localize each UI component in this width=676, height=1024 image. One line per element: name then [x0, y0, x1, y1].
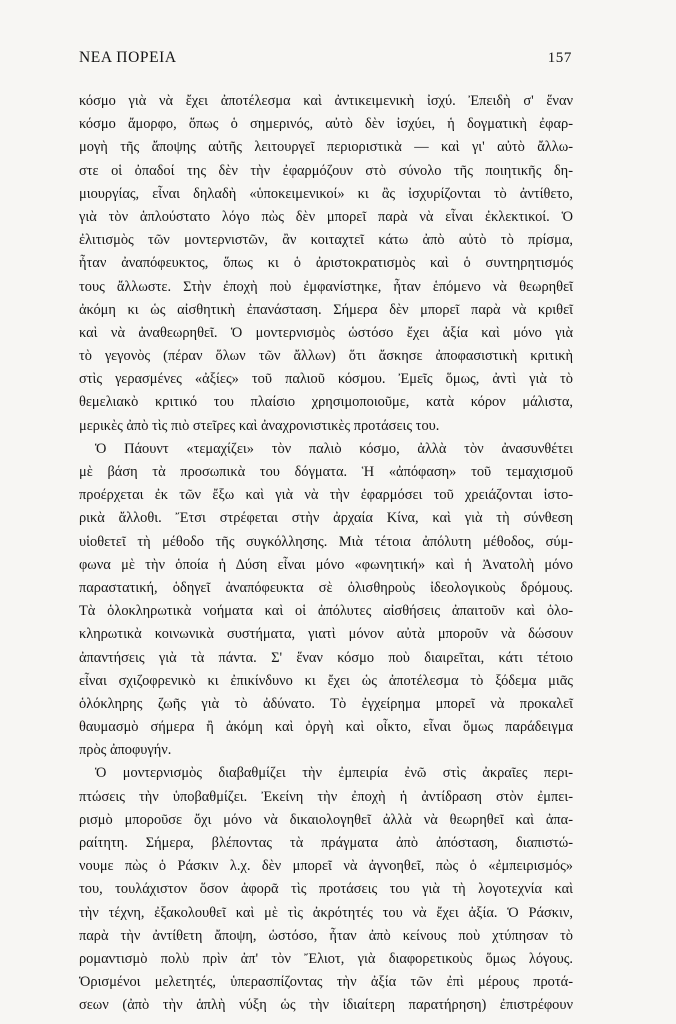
text-line: μὲ βάση τὰ προσωπικὰ του δόγματα. Ἡ «ἀπόφαση» τοῦ τεμαχισμοῦ — [79, 464, 573, 480]
text-line: Ὁρισμένοι μελετητές, ὑπερασπίζοντας τὴν ἀξία τῶν ἐπὶ μέρους προτά- — [79, 974, 573, 991]
text-line: ραίτητη. Σήμερα, βλέποντας τὰ πράγματα ἀπὸ ἀπόσταση, διαπιστώ- — [79, 835, 573, 851]
text-line: πρὸς ἀποφυγήν. — [79, 742, 172, 759]
text-line: του, τουλάχιστον ὅσον ἀφορᾶ τὶς προτάσεις του γιὰ τὴ λογοτεχνία καὶ — [79, 881, 573, 898]
text-line: γιὰ τὸν ἁπλούστατο λόγο πὼς δὲν μπορεῖ παρὰ νὰ εἶναι ἐκλεκτικοί. Ὁ — [79, 208, 573, 225]
running-header — [79, 49, 572, 71]
body-text — [79, 90, 573, 1018]
text-line: ἦταν ἀναπόφευκτος, ὅπως κι ὁ ἀριστοκρατισμὸς καὶ ὁ συντηρητισμός — [79, 255, 573, 272]
text-line: πτώσεις τὴν ὑποβαθμίζει. Ἐκείνη τὴν ἐποχὴ ἡ ἀντίδραση στὸν ἐμπει- — [79, 788, 573, 805]
text-line: ἀπαντήσεις γιὰ τὰ πάντα. Σ' ἕναν κόσμο ποὺ διαιρεῖται, κάτι τέτοιο — [79, 649, 573, 666]
text-line: φωνα μὲ τὴν ὁποία ἡ Δύση εἶναι μόνο «φωνητική» καὶ ἡ Ἀνατολὴ μόνο — [79, 556, 573, 573]
running-title: ΝΕΑ ΠΟΡΕΙΑ — [79, 49, 177, 66]
text-line: ἐλιτισμὸς τῶν μοντερνιστῶν, ἂν κοιταχτεῖ κάτω ἀπὸ αὐτὸ τὸ πρίσμα, — [79, 232, 573, 249]
text-line: νουμε πὼς ὁ Ράσκιν λ.χ. δὲν μπορεῖ νὰ ἀγνοηθεῖ, πὼς ὁ «ἐμπειρισμός» — [79, 858, 573, 875]
text-line: στε οἱ ὀπαδοί της δὲν τὴν ἐφαρμόζουν στὸ σύνολο τῆς ποιητικῆς δη- — [79, 162, 573, 179]
text-line: υἱοθετεῖ τὴ μέθοδο τῆς συγκόλλησης. Μιὰ τέτοια ἀπόλυτη μέθοδος, σύμ- — [79, 533, 573, 550]
text-line: κληρωτικὰ κοινωνικὰ συστήματα, γιατὶ μόνον αὐτὰ μποροῦν νὰ δώσουν — [79, 626, 573, 643]
text-line: παραστατική, ὁδηγεῖ ἀναπόφευκτα σὲ ὀλισθηροὺς ἰδεολογικοὺς δρόμους. — [79, 579, 573, 596]
text-line: Τὰ ὁλοκληρωτικὰ νοήματα καὶ οἱ ἀπόλυτες αἰσθήσεις ἀπαιτοῦν καὶ ὁλο- — [79, 603, 573, 620]
text-line: καὶ νὰ ἀναθεωρηθεῖ. Ὁ μοντερνισμὸς ὡστόσο ἔχει ἀξία καὶ μόνο γιὰ — [79, 324, 573, 341]
text-line: ἀκόμη κι ὡς αἰσθητικὴ ἐπανάσταση. Σήμερα δὲν μπορεῖ παρὰ νὰ κριθεῖ — [79, 301, 573, 318]
text-line: μιουργίας, εἶναι δηλαδὴ «ὑποκειμενικοί» κι ἂς ἰσχυρίζονται τὸ ἀντίθετο, — [79, 185, 573, 202]
text-line: κόσμο γιὰ νὰ ἔχει ἀποτέλεσμα καὶ ἀντικειμενικὴ ἰσχύ. Ἐπειδὴ σ' ἕναν — [79, 93, 573, 109]
page-number: 157 — [547, 50, 572, 66]
text-line: εἶναι σχιζοφρενικὸ κι ἐπικίνδυνο κι ἔχει ὡς ἀποτέλεσμα τὸ ξόδεμα μιᾶς — [79, 672, 573, 689]
text-line: ρομαντισμὸ πολὺ πρὶν ἀπ' τὸν Ἔλιοτ, γιὰ διαφορετικοὺς ὅμως λόγους. — [79, 950, 573, 967]
text-line: θαυμασμὸ σήμερα ἢ ἀκόμη καὶ ὀργὴ καὶ οἶκτο, εἶναι ὅμως παράδειγμα — [79, 719, 573, 736]
text-line: τὸ γεγονὸς (πέραν ὅλων τῶν ἄλλων) ὅτι ἄσκησε ἀποφασιστικὴ κριτικὴ — [79, 348, 573, 365]
text-line: παρὰ τὴν ἀντίθετη ἄποψη, ὡστόσο, ἦταν ἀπὸ κείνους ποὺ χτύπησαν τὸ — [79, 927, 573, 944]
text-line: Ὁ μοντερνισμὸς διαβαθμίζει τὴν ἐμπειρία ἐνῶ στὶς ἀκραῖες περι- — [95, 765, 573, 782]
text-line: θεμελιακὸ κριτικό του πλαίσιο χρησιμοποιοῦμε, κατὰ κόρον μάλιστα, — [79, 394, 573, 411]
text-line: τὴν τέχνη, ἐξακολουθεῖ καὶ μὲ τὶς ἀκρότητές του νὰ ἔχει ἀξία. Ὁ Ράσκιν, — [79, 904, 573, 921]
text-line: ὁλόκληρης ζωῆς γιὰ τὸ ἀδύνατο. Τὸ ἐγχείρημα μπορεῖ νὰ προκαλεῖ — [79, 695, 573, 712]
text-line: κόσμο ἄμορφο, ὅπως ὁ σημερινός, αὐτὸ δὲν ἰσχύει, ἡ δογματικὴ ἐφαρ- — [79, 116, 573, 133]
text-line: μερικὲς ἀπὸ τὶς πιὸ στεῖρες καὶ ἀναχρονιστικὲς προτάσεις του. — [79, 417, 440, 434]
text-line: Ὁ Πάουντ «τεμαχίζει» τὸν παλιὸ κόσμο, ἀλλὰ τὸν ἀνασυνθέτει — [95, 440, 573, 457]
text-line: ρισμὸ μποροῦσε ὄχι μόνο νὰ δικαιολογηθεῖ ἀλλὰ νὰ θεωρηθεῖ καὶ ἀπα- — [79, 811, 573, 828]
text-line: μογὴ τῆς ἄποψης αὐτῆς λειτουργεῖ περιοριστικὰ — καὶ γι' αὐτὸ ἄλλω- — [79, 139, 573, 156]
text-line: σεων (ἀπὸ τὴν ἁπλὴ νύξη ὡς τὴν ἰδιαίτερη παρατήρηση) ἐπιστρέφουν — [79, 997, 573, 1014]
text-line: προέρχεται ἐκ τῶν ἔξω καὶ γιὰ νὰ τὴν ἐφαρμόσει τοῦ χρειάζονται ἱστο- — [79, 487, 573, 504]
text-line: τους ἄλλωστε. Στὴν ἐποχὴ ποὺ ἐμφανίστηκε, ἦταν ἑπόμενο νὰ θεωρηθεῖ — [79, 278, 573, 295]
text-line: στὶς γερασμένες «ἀξίες» τοῦ παλιοῦ κόσμου. Ἐμεῖς ὅμως, ἀντὶ γιὰ τὸ — [79, 371, 573, 388]
text-line: ρικὰ ἄλλοθι. Ἔτσι στρέφεται στὴν ἀρχαία Κίνα, καὶ γιὰ τὴ σύνθεση — [79, 510, 573, 527]
